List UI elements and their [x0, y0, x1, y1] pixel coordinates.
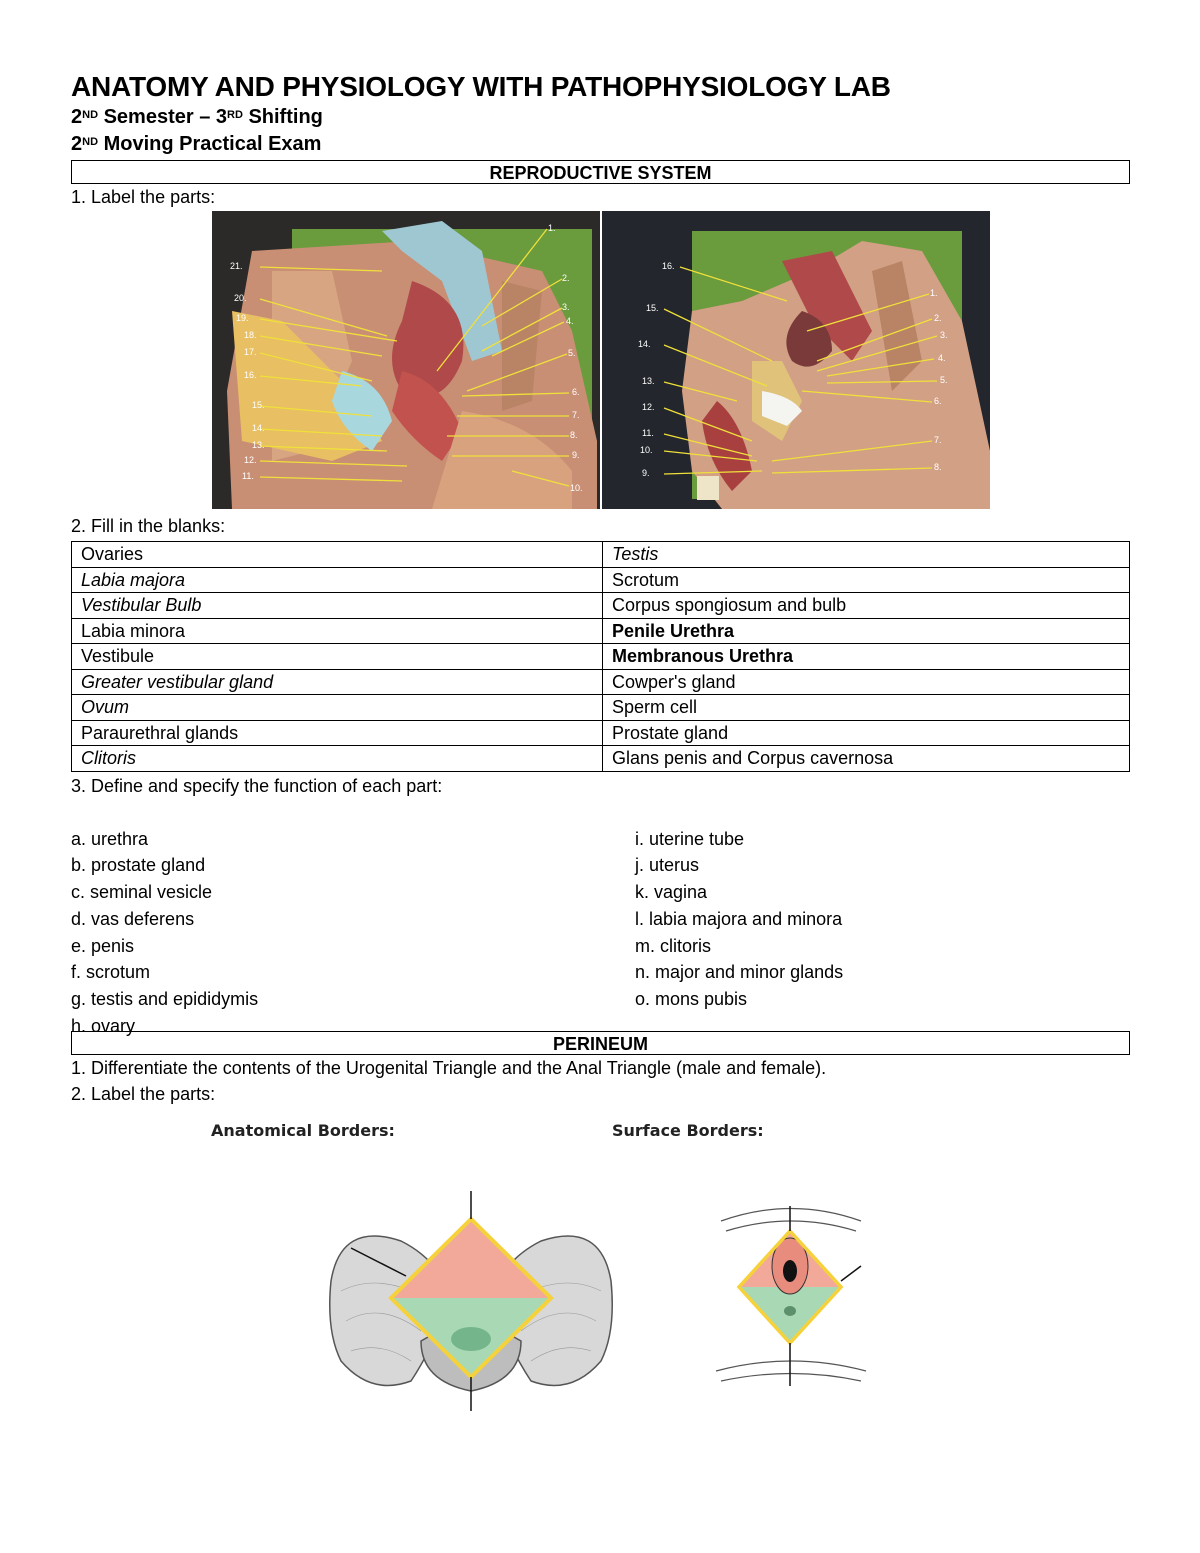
figure-number-label: 2.: [934, 313, 942, 323]
list-item: h. ovary: [71, 1016, 136, 1037]
anatomical-borders-diagram: [321, 1181, 621, 1411]
anatomical-borders-title: Anatomical Borders:: [211, 1120, 395, 1140]
semester-sup: ND: [82, 109, 99, 121]
figure-number-label: 8.: [934, 462, 942, 472]
female-structure-cell: Labia majora: [72, 567, 603, 593]
female-pelvis-photo: [212, 211, 600, 509]
list-item: k. vagina: [635, 882, 708, 903]
list-item: j. uterus: [635, 855, 700, 876]
figure-number-label: 1.: [930, 288, 938, 298]
table-row: [72, 593, 1130, 619]
question-define: 3. Define and specify the function of each part:: [71, 775, 443, 796]
question-label-parts: 1. Label the parts:: [71, 187, 216, 207]
figure-number-label: 13.: [642, 376, 655, 386]
list-item: i. uterine tube: [635, 828, 745, 849]
figure-number-label: 11.: [242, 471, 254, 481]
table-row: [72, 720, 1130, 746]
table-row: [72, 542, 1130, 568]
male-structure-cell: Sperm cell: [603, 695, 1130, 721]
figure-number-label: 8.: [570, 430, 578, 440]
list-item: f. scrotum: [71, 962, 151, 983]
figure-number-label: 1.: [548, 223, 556, 233]
figure-number-label: 5.: [568, 348, 576, 358]
figure-number-label: 4.: [566, 316, 574, 326]
page-title: ANATOMY AND PHYSIOLOGY WITH PATHOPHYSIOLOGY LAB: [71, 71, 891, 102]
male-structure-cell: Cowper's gland: [603, 669, 1130, 695]
surface-borders-title: Surface Borders:: [612, 1120, 764, 1140]
female-structure-cell: Clitoris: [72, 746, 603, 772]
list-item: e. penis: [71, 935, 135, 956]
male-label-overlay: [602, 211, 990, 509]
list-item: d. vas deferens: [71, 908, 195, 929]
male-structure-cell: Corpus spongiosum and bulb: [603, 593, 1130, 619]
list-item: m. clitoris: [635, 935, 711, 956]
figure-number-label: 14.: [638, 339, 651, 349]
figure-number-label: 10.: [570, 483, 583, 493]
figure-number-label: 2.: [562, 273, 570, 283]
figure-number-label: 15.: [646, 303, 659, 313]
list-item: g. testis and epididymis: [71, 989, 259, 1010]
exam-line: [71, 131, 1130, 158]
fill-blanks-table: [71, 541, 1130, 772]
figure-number-label: 21.: [230, 261, 243, 271]
figure-number-label: 13.: [252, 440, 265, 450]
exam-sup: ND: [82, 136, 99, 148]
list-item: c. seminal vesicle: [71, 882, 213, 903]
figure-number-label: 5.: [940, 375, 948, 385]
exam-num: 2: [71, 133, 83, 155]
table-row: [72, 669, 1130, 695]
reproductive-figures: [71, 211, 1130, 511]
figure-number-label: 6.: [934, 396, 942, 406]
table-row: [72, 567, 1130, 593]
figure-number-label: 4.: [938, 353, 946, 363]
question-fill-blanks: 2. Fill in the blanks:: [71, 516, 226, 536]
figure-number-label: 19.: [236, 313, 249, 323]
perineum-figures: [71, 1111, 1130, 1501]
list-item: a. urethra: [71, 828, 149, 849]
table-row: [72, 618, 1130, 644]
female-structure-cell: Vestibular Bulb: [72, 593, 603, 619]
figure-number-label: 14.: [252, 423, 265, 433]
table-row: [72, 746, 1130, 772]
female-structure-cell: Labia minora: [72, 618, 603, 644]
figure-number-label: 11.: [642, 428, 654, 438]
figure-number-label: 16.: [662, 261, 675, 271]
female-label-overlay: [212, 211, 600, 509]
shifting-sup: RD: [227, 109, 243, 121]
female-structure-cell: Greater vestibular gland: [72, 669, 603, 695]
figure-number-label: 3.: [562, 302, 570, 312]
semester-text: Semester – 3: [98, 106, 227, 128]
figure-number-label: 7.: [934, 435, 942, 445]
male-structure-cell: Prostate gland: [603, 720, 1130, 746]
shifting-text: Shifting: [242, 106, 323, 128]
figure-number-label: 12.: [244, 455, 257, 465]
table-row: [72, 695, 1130, 721]
figure-number-label: 12.: [642, 402, 655, 412]
semester-line: [71, 104, 1130, 131]
parts-list-left: [71, 826, 258, 1040]
male-structure-cell: Penile Urethra: [603, 618, 1130, 644]
perineum-heading: PERINEUM: [71, 1031, 1130, 1055]
parts-list-right: [635, 826, 843, 1014]
male-pelvis-photo: [602, 211, 990, 509]
list-item: l. labia majora and minora: [635, 908, 843, 929]
question-differentiate: 1. Differentiate the contents of the Urogenital Triangle and the Anal Triangle (male and female).: [71, 1057, 827, 1078]
figure-number-label: 3.: [940, 330, 948, 340]
figure-number-label: 16.: [244, 370, 257, 380]
table-row: [72, 644, 1130, 670]
define-parts-list: [71, 826, 1130, 1036]
figure-number-label: 9.: [572, 450, 580, 460]
figure-number-label: 10.: [640, 445, 653, 455]
semester-num: 2: [71, 106, 83, 128]
exam-text: Moving Practical Exam: [98, 133, 322, 155]
female-structure-cell: Vestibule: [72, 644, 603, 670]
list-item: o. mons pubis: [635, 989, 748, 1010]
male-structure-cell: Testis: [603, 542, 1130, 568]
female-structure-cell: Ovaries: [72, 542, 603, 568]
male-structure-cell: Scrotum: [603, 567, 1130, 593]
figure-number-label: 15.: [252, 400, 265, 410]
figure-number-label: 7.: [572, 410, 580, 420]
male-structure-cell: Membranous Urethra: [603, 644, 1130, 670]
figure-number-label: 17.: [244, 347, 257, 357]
reproductive-heading: REPRODUCTIVE SYSTEM: [71, 160, 1130, 184]
question-label-perineum: 2. Label the parts:: [71, 1083, 216, 1104]
exam-page: [71, 70, 1130, 1501]
male-structure-cell: Glans penis and Corpus cavernosa: [603, 746, 1130, 772]
surface-borders-diagram: [711, 1201, 871, 1391]
female-structure-cell: Ovum: [72, 695, 603, 721]
figure-number-label: 18.: [244, 330, 257, 340]
figure-number-label: 9.: [642, 468, 650, 478]
figure-number-label: 6.: [572, 387, 580, 397]
female-structure-cell: Paraurethral glands: [72, 720, 603, 746]
list-item: b. prostate gland: [71, 855, 206, 876]
figure-number-label: 20.: [234, 293, 247, 303]
list-item: n. major and minor glands: [635, 962, 844, 983]
